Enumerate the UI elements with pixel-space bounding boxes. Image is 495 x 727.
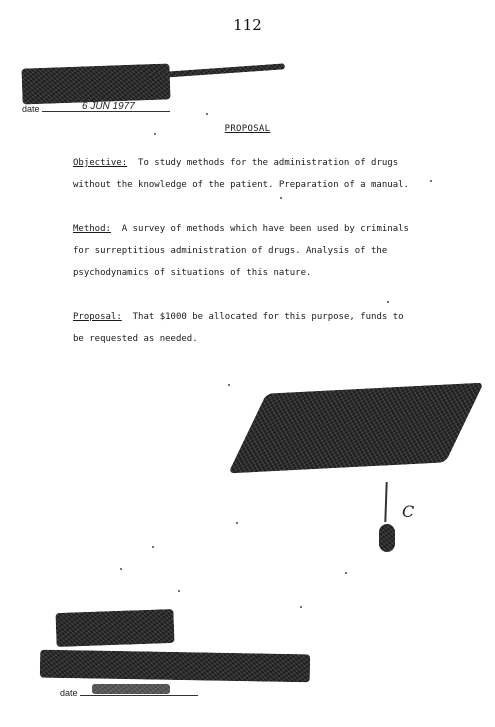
bottom-date-label: date	[60, 688, 78, 698]
redaction-top	[21, 63, 170, 104]
scan-speck	[228, 384, 230, 386]
method-text-1: A survey of methods which have been used by criminals	[121, 224, 409, 234]
redaction-bottom-1	[55, 609, 174, 647]
method-line-1	[73, 218, 453, 240]
scan-speck	[154, 133, 156, 135]
scan-speck	[280, 197, 282, 199]
scan-speck	[345, 572, 347, 574]
redaction-initials	[379, 524, 395, 552]
proposal-line-1	[73, 306, 453, 328]
scan-speck	[152, 546, 154, 548]
section-method	[73, 218, 453, 284]
scan-speck	[120, 568, 122, 570]
page-number: 112	[233, 16, 262, 34]
top-date-label: date	[22, 104, 40, 114]
redaction-bottom-date	[92, 684, 170, 694]
proposal-label: Proposal:	[73, 312, 122, 322]
scan-speck	[236, 522, 238, 524]
objective-text-1: To study methods for the administration of drugs	[138, 158, 399, 168]
bottom-date-rule	[80, 695, 198, 696]
redaction-middle	[228, 383, 484, 474]
scan-speck	[206, 113, 208, 115]
scan-speck	[178, 590, 180, 592]
section-objective	[73, 152, 453, 196]
method-label: Method:	[73, 224, 111, 234]
objective-label: Objective:	[73, 158, 128, 168]
objective-text-2: without the knowledge of the patient. Preparation of a manual.	[73, 180, 409, 190]
redaction-bottom-2	[40, 650, 310, 683]
objective-line-1	[73, 152, 453, 174]
method-text-2: for surreptitious administration of drugs. Analysis of the	[73, 246, 388, 256]
scan-speck	[387, 301, 389, 303]
proposal-text-2: be requested as needed.	[73, 334, 198, 344]
proposal-text-1: That $1000 be allocated for this purpose, funds to	[132, 312, 404, 322]
section-proposal	[73, 306, 453, 350]
proposal-title: PROPOSAL	[224, 124, 271, 134]
top-date-value: 6 JUN 1977	[82, 101, 135, 112]
scan-speck	[300, 606, 302, 608]
scan-speck	[430, 180, 432, 182]
handwritten-line	[384, 482, 387, 522]
method-text-3: psychodynamics of situations of this nature.	[73, 268, 312, 278]
redaction-top-stroke	[150, 63, 285, 78]
handwritten-mark: C	[402, 502, 415, 521]
